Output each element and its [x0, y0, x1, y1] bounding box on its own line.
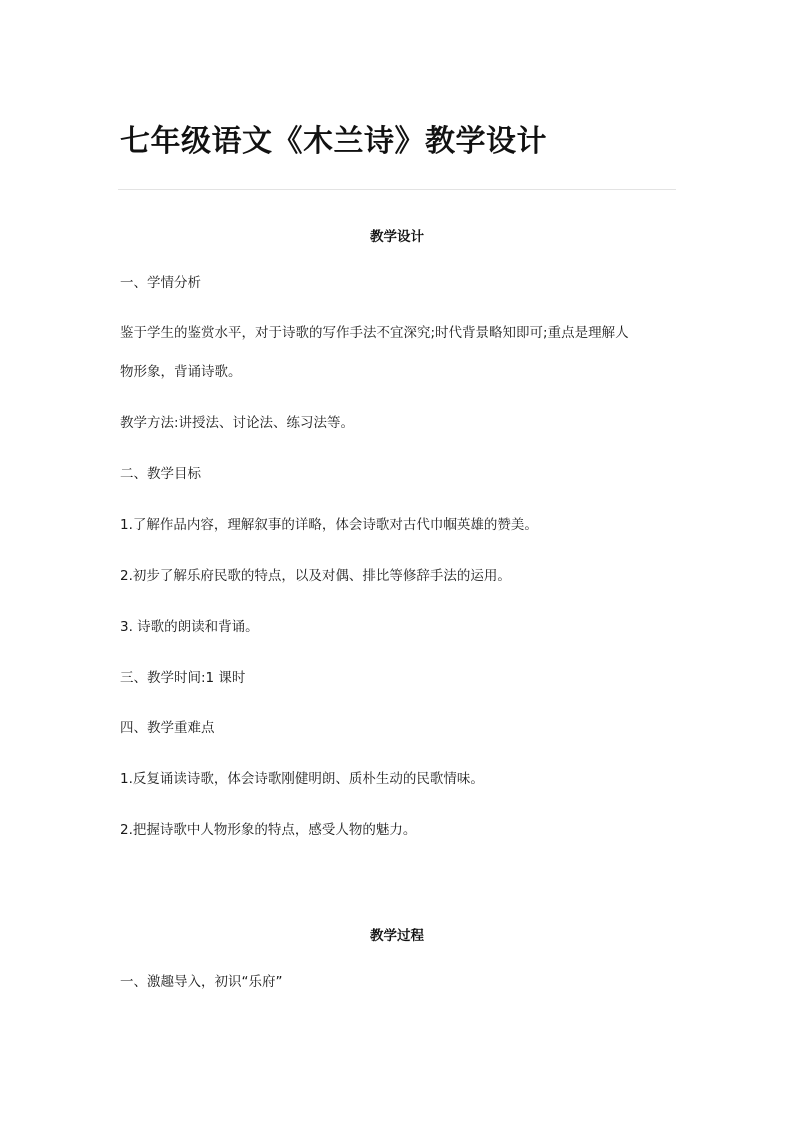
heading-learning-analysis: 一、学情分析 — [120, 275, 201, 291]
heading-key-difficulties: 四、教学重难点 — [120, 720, 215, 736]
document-title: 七年级语文《木兰诗》教学设计 — [120, 124, 547, 159]
title-divider — [118, 189, 676, 190]
paragraph-teaching-methods: 教学方法:讲授法、讨论法、练习法等。 — [120, 415, 355, 431]
heading-teaching-time: 三、教学时间:1 课时 — [120, 670, 246, 686]
list-item-goal-2: 2.初步了解乐府民歌的特点，以及对偶、排比等修辞手法的运用。 — [120, 568, 511, 584]
section-heading-design: 教学设计 — [370, 229, 424, 245]
heading-teaching-goals: 二、教学目标 — [120, 466, 201, 482]
list-item-difficulty-2: 2.把握诗歌中人物形象的特点，感受人物的魅力。 — [120, 822, 417, 838]
list-item-goal-1: 1.了解作品内容，理解叙事的详略，体会诗歌对古代巾帼英雄的赞美。 — [120, 517, 538, 533]
paragraph-line: 物形象，背诵诗歌。 — [120, 364, 242, 380]
list-item-difficulty-1: 1.反复诵读诗歌，体会诗歌刚健明朗、质朴生动的民歌情味。 — [120, 771, 484, 787]
paragraph-line: 鉴于学生的鉴赏水平，对于诗歌的写作手法不宜深究;时代背景略知即可;重点是理解人 — [120, 325, 629, 341]
section-heading-process: 教学过程 — [370, 928, 424, 944]
list-item-goal-3: 3. 诗歌的朗读和背诵。 — [120, 619, 259, 635]
heading-introduction: 一、激趣导入，初识“乐府” — [120, 974, 283, 990]
